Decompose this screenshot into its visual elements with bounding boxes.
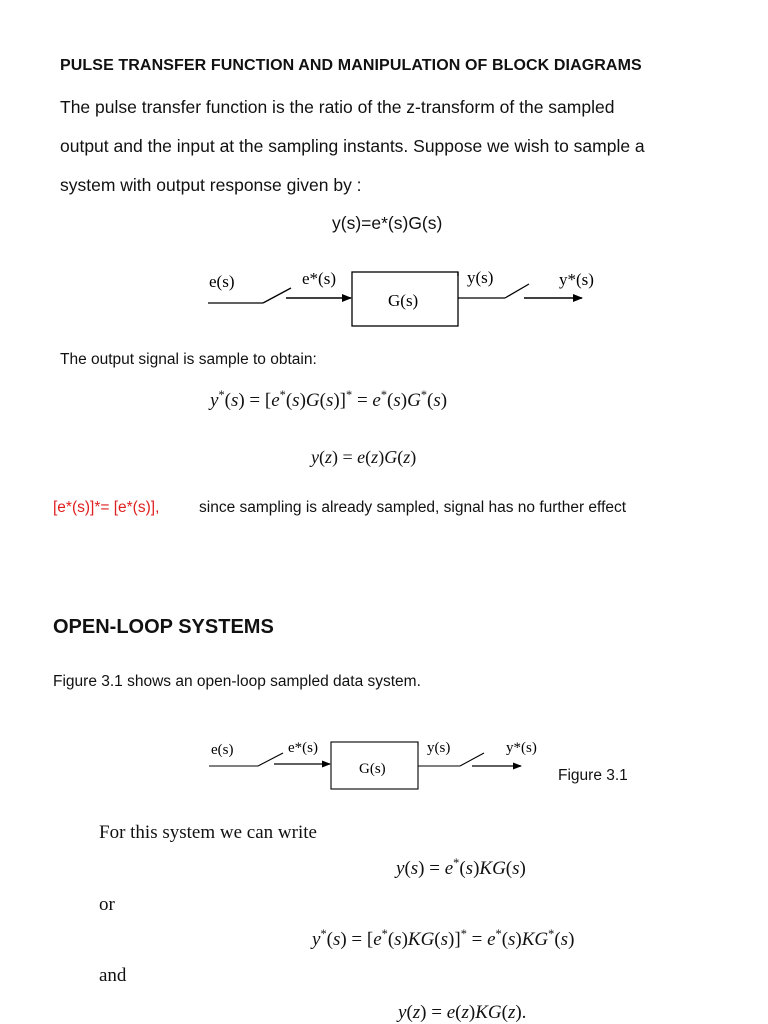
- section-heading: PULSE TRANSFER FUNCTION AND MANIPULATION OF BLOCK DIAGRAMS: [60, 57, 642, 74]
- z-domain-equation: y(z) = e(z)G(z): [311, 447, 417, 467]
- input-label: e(s): [209, 272, 235, 291]
- open-loop-heading: OPEN-LOOP SYSTEMS: [53, 616, 274, 638]
- block-diagram-2: [0, 730, 768, 800]
- open-loop-eq-3: y(z) = e(z)KG(z).: [398, 1002, 527, 1023]
- sampling-note: since sampling is already sampled, signal has no further effect: [199, 499, 627, 516]
- and-word: and: [99, 965, 127, 986]
- sampled-input-label: e*(s): [302, 269, 336, 288]
- write-intro: For this system we can write: [99, 822, 317, 843]
- intro-line-1: The pulse transfer function is the ratio of the z-transform of the sampled: [60, 97, 615, 117]
- input-label-2: e(s): [211, 742, 234, 758]
- output-equation: y(s)=e*(s)G(s): [332, 213, 443, 233]
- sampled-output-label: y*(s): [559, 270, 594, 289]
- output-sample-intro: The output signal is sample to obtain:: [60, 351, 317, 368]
- output-sampler-switch-2: [460, 753, 484, 766]
- output-label-2: y(s): [427, 740, 451, 756]
- block-diagram-1: [0, 255, 768, 345]
- block-label-2: G(s): [359, 761, 386, 777]
- figure-caption: Figure 3.1: [558, 767, 628, 784]
- open-loop-intro: Figure 3.1 shows an open-loop sampled data system.: [53, 673, 421, 690]
- open-loop-eq-1: y(s) = e*(s)KG(s): [396, 856, 526, 879]
- sampling-note-red: [e*(s)]*= [e*(s)],: [53, 499, 160, 516]
- sampled-output-equation: y*(s) = [e*(s)G(s)]* = e*(s)G*(s): [210, 388, 448, 411]
- input-sampler-switch: [263, 288, 291, 303]
- or-word: or: [99, 894, 115, 915]
- open-loop-eq-2: y*(s) = [e*(s)KG(s)]* = e*(s)KG*(s): [312, 927, 575, 950]
- sampled-input-label-2: e*(s): [288, 740, 318, 756]
- block-label: G(s): [388, 291, 419, 310]
- sampled-output-label-2: y*(s): [506, 740, 537, 756]
- output-sampler-switch: [505, 284, 529, 298]
- output-label: y(s): [467, 268, 494, 287]
- intro-line-2: output and the input at the sampling instants. Suppose we wish to sample a: [60, 136, 645, 156]
- intro-line-3: system with output response given by :: [60, 175, 362, 195]
